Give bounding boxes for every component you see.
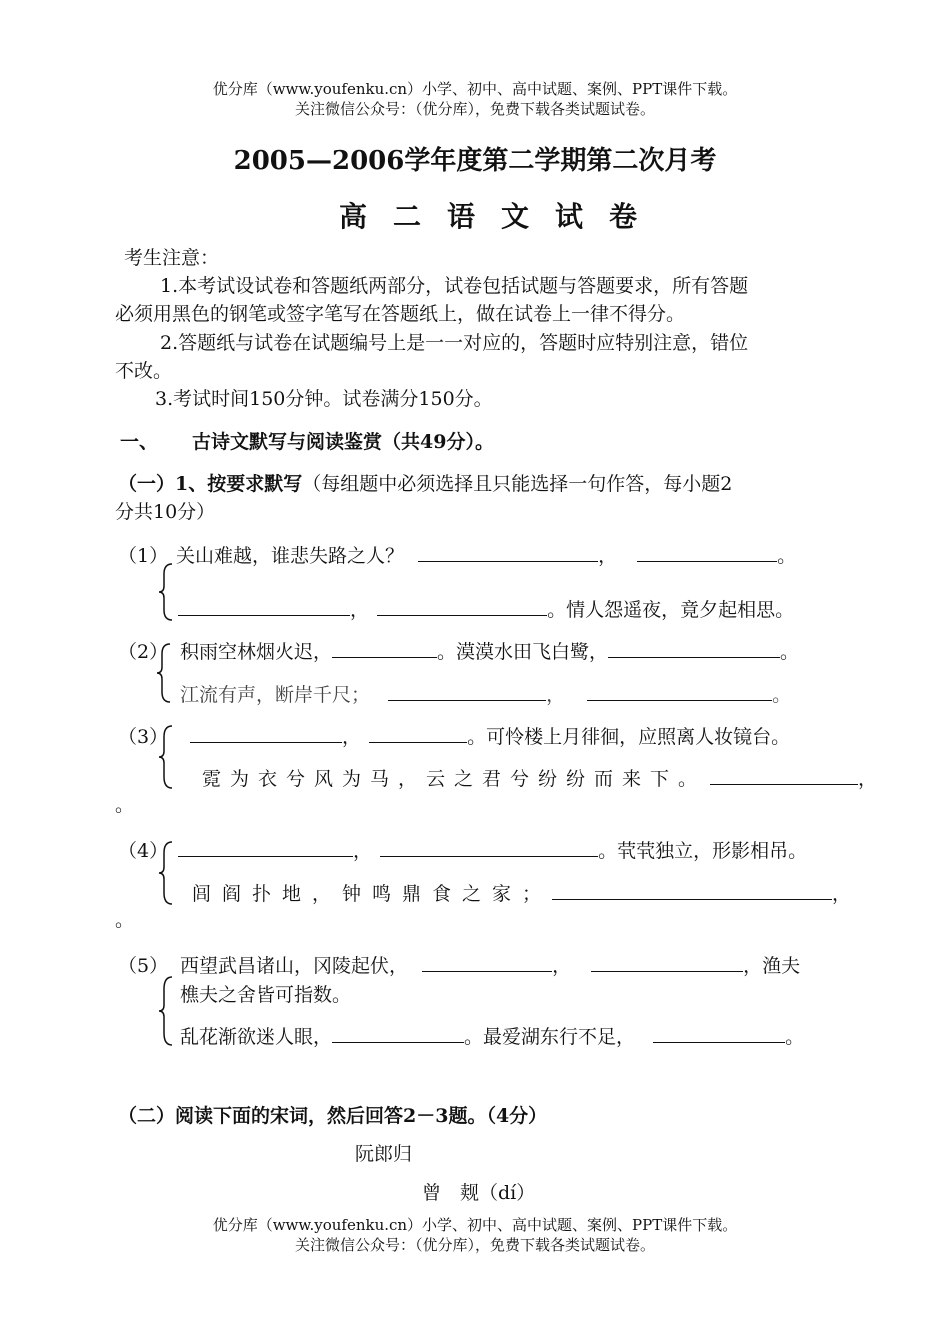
- q2-text-a: 积雨空林烟火迟，: [180, 641, 333, 663]
- q3-number: （3）: [118, 726, 169, 748]
- q4-blank-3[interactable]: [552, 881, 832, 900]
- header-line-1: 优分库（www.youfenku.cn）小学、初中、高中试题、案例、PPT课件下载。: [212, 80, 738, 98]
- q2-b-end: 。: [772, 684, 792, 706]
- q3-text-b: 霓为衣兮风为马，云之君兮纷纷而来下。: [202, 768, 707, 790]
- q1-b-text: 。情人怨遥夜，竟夕起相思。: [547, 599, 795, 621]
- q1-blank-3[interactable]: [178, 597, 350, 616]
- q4-text-b: 闾阎扑地，钟鸣鼎食之家；: [192, 883, 553, 905]
- q2-b-comma: ，: [546, 684, 566, 706]
- q1-end: 。: [777, 545, 797, 567]
- q4-brace: [158, 840, 174, 906]
- q2-line-a: [180, 637, 799, 664]
- q5-number: （5）: [118, 955, 169, 977]
- q4-blank-1[interactable]: [178, 838, 353, 857]
- q5-line-a2: 樵夫之舍皆可指数。: [180, 984, 352, 1006]
- q5-a-comma: ，: [552, 955, 572, 977]
- header-line-2: 关注微信公众号：（优分库），免费下载各类试题试卷。: [294, 100, 655, 118]
- q3-a-comma: ，: [342, 726, 362, 748]
- q3-blank-3[interactable]: [710, 766, 858, 785]
- q1-number: （1）: [118, 545, 169, 567]
- q2-blank-2[interactable]: [608, 639, 780, 658]
- part-1-instruction: （每组题中必须选择且只能选择一句作答，每小题2: [302, 473, 733, 495]
- q4-b-comma: ，: [832, 883, 852, 905]
- q5-blank-1[interactable]: [422, 953, 552, 972]
- q5-text-a: 西望武昌诸山，冈陵起伏，: [180, 955, 409, 977]
- q2-text-a-mid: 。漠漠水田飞白鹭，: [437, 641, 609, 663]
- q1-comma: ，: [598, 545, 618, 567]
- notice-heading: 考生注意：: [124, 247, 220, 269]
- q1-brace: [158, 562, 174, 622]
- q1-b-comma: ，: [350, 599, 370, 621]
- q1-blank-1[interactable]: [418, 543, 598, 562]
- q4-line-a: [178, 836, 807, 863]
- q5-b-mid: 。最爱湖东行不足，: [464, 1026, 636, 1048]
- q3-line-a: [190, 722, 790, 749]
- footer-line-2: 关注微信公众号：（优分库），免费下载各类试题试卷。: [294, 1236, 655, 1254]
- notice-item-1a: 1.本考试设试卷和答题纸两部分，试卷包括试题与答题要求，所有答题: [160, 275, 749, 297]
- part-1-heading: [118, 469, 732, 496]
- notice-item-3: 3.考试时间150分钟。试卷满分150分。: [155, 388, 493, 410]
- poem-author: 曾 觌（dí）: [422, 1182, 536, 1204]
- q2-blank-1[interactable]: [332, 639, 437, 658]
- q3-blank-1[interactable]: [190, 724, 342, 743]
- q5-blank-3[interactable]: [332, 1024, 464, 1043]
- q4-a-text: 。茕茕独立，形影相吊。: [598, 840, 808, 862]
- section-1-number: 一、: [120, 431, 159, 453]
- q1-text: 关山难越，谁悲失路之人？: [176, 545, 405, 567]
- q2-a-end: 。: [780, 641, 800, 663]
- q1-line-b: [178, 595, 794, 622]
- q2-line-b: [180, 680, 791, 707]
- section-1-title: 古诗文默写与阅读鉴赏（共49分）。: [192, 431, 494, 453]
- q5-brace: [158, 975, 174, 1047]
- q4-line-b: [192, 879, 851, 906]
- q2-blank-4[interactable]: [587, 682, 772, 701]
- q4-a-comma: ，: [353, 840, 373, 862]
- q3-blank-2[interactable]: [369, 724, 467, 743]
- q1-blank-2[interactable]: [637, 543, 777, 562]
- q5-line-b: [180, 1022, 804, 1049]
- q4-number: （4）: [118, 840, 169, 862]
- part-2-heading: （二）阅读下面的宋词，然后回答2－3题。（4分）: [118, 1105, 548, 1127]
- part-1-instruction-line2: 分共10分）: [115, 501, 216, 523]
- q3-b-comma: ，: [858, 768, 878, 790]
- q5-blank-2[interactable]: [591, 953, 743, 972]
- q3-line-b: [202, 764, 877, 791]
- q5-line-a: [180, 951, 800, 978]
- q5-a-end: ，渔夫: [743, 955, 801, 977]
- part-1-bold: （一）1、按要求默写: [118, 473, 303, 495]
- q4-tail: 。: [115, 909, 135, 931]
- poem-title: 阮郎归: [355, 1143, 413, 1165]
- q1-line-a: [176, 541, 796, 568]
- q2-blank-3[interactable]: [388, 682, 546, 701]
- q3-brace: [158, 724, 174, 790]
- notice-item-2a: 2.答题纸与试卷在试题编号上是一一对应的，答题时应特别注意，错位: [160, 332, 749, 354]
- q5-blank-4[interactable]: [653, 1024, 785, 1043]
- notice-item-1b: 必须用黑色的钢笔或签字笔写在答题纸上，做在试卷上一律不得分。: [115, 303, 686, 325]
- footer-line-1: 优分库（www.youfenku.cn）小学、初中、高中试题、案例、PPT课件下载。: [212, 1216, 738, 1234]
- q5-b-end: 。: [785, 1026, 805, 1048]
- q2-brace: [156, 642, 172, 704]
- q3-tail: 。: [115, 794, 135, 816]
- page-title: 2005—2006学年度第二学期第二次月考: [233, 146, 717, 176]
- q3-a-text: 。可怜楼上月徘徊，应照离人妆镜台。: [467, 726, 791, 748]
- page-subtitle: 高二语文试卷: [338, 200, 663, 233]
- q1-blank-4[interactable]: [377, 597, 547, 616]
- q4-blank-2[interactable]: [380, 838, 598, 857]
- q2-number: （2）: [118, 641, 169, 663]
- q5-text-b: 乱花渐欲迷人眼，: [180, 1026, 333, 1048]
- notice-item-2b: 不改。: [115, 360, 173, 382]
- q2-text-b: 江流有声，断岸千尺；: [180, 684, 371, 706]
